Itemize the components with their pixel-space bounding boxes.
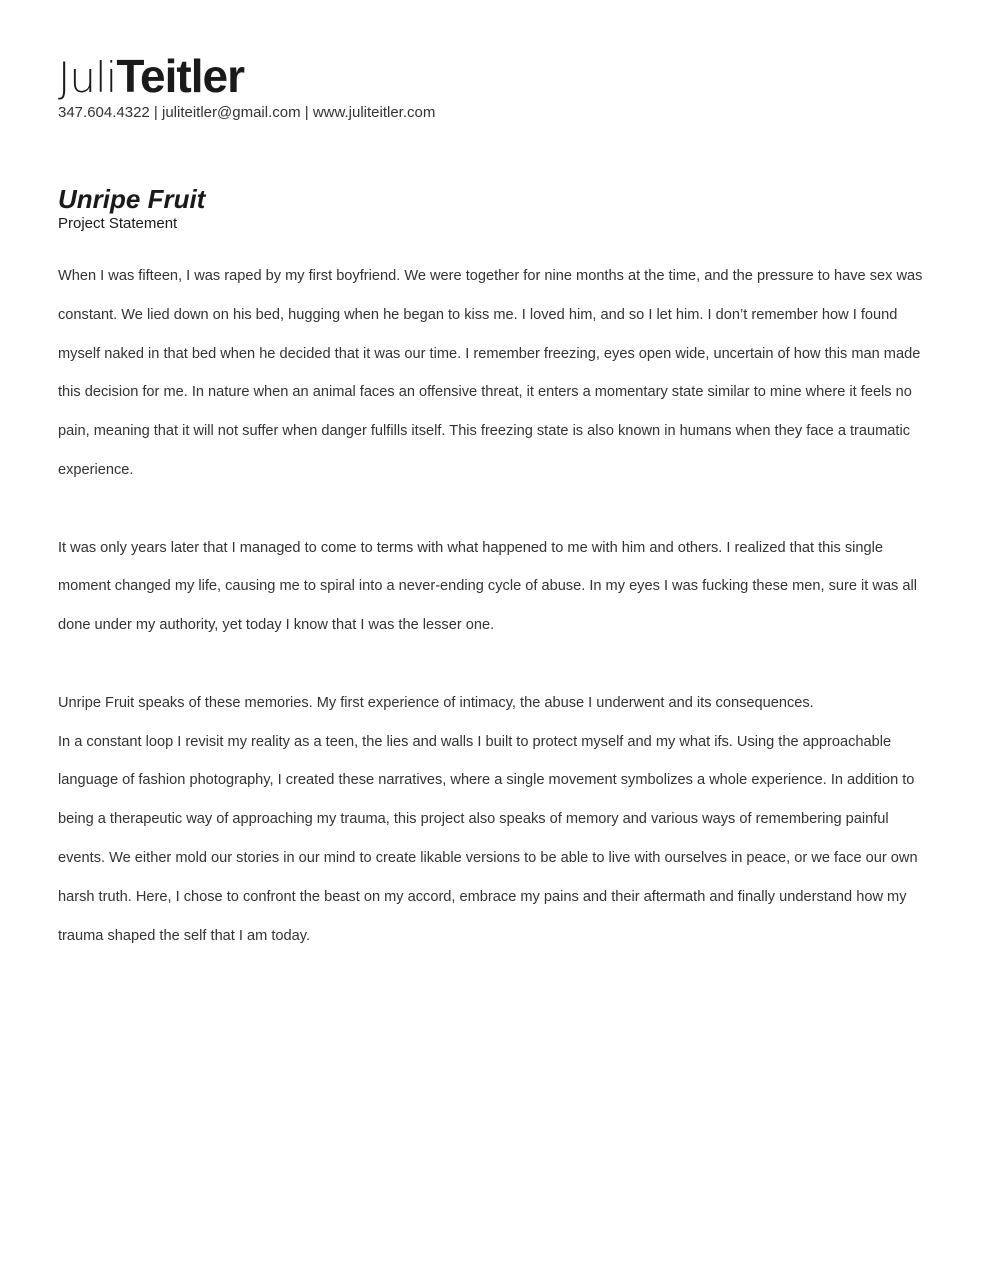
statement-paragraph-2: It was only years later that I managed to come to terms with what happened to me with him and others. I realized that this single moment changed my life, causing me to spiral into a never-ending cycle of abuse. In my eyes I was fucking these men, sure it was all done under my authority, yet today I know that I was the lesser one. (58, 539, 918, 634)
project-subtitle: Project Statement (58, 215, 178, 232)
statement-paragraph-3: Unripe Fruit speaks of these memories. My first experience of intimacy, the abuse I underwent and its consequences. (58, 694, 814, 711)
author-name (58, 50, 938, 104)
statement-paragraph-1: When I was fifteen, I was raped by my first boyfriend. We were together for nine months at the time, and the pressure to have sex was constant. We lied down on his bed, hugging when he began to kiss me. I loved him, and so I let him. I don’t remember how I found myself naked in that bed when he decided that it was our time. I remember freezing, eyes open wide, uncertain of how this man made this decision for me. In nature when an animal faces an offensive threat, it enters a momentary state similar to mine where it feels no pain, meaning that it will not suffer when danger fulfills itself. This freezing state is also known in humans when they face a traumatic experience. (58, 268, 923, 478)
statement-paragraph-4: In a constant loop I revisit my reality as a teen, the lies and walls I built to protect myself and my what ifs. Using the approachable language of fashion photography, I created these narratives, where a single movement symbolizes a whole experience. In addition to being a therapeutic way of approaching my trauma, this project also speaks of memory and various ways of remembering painful events. We either mold our stories in our mind to create likable versions to be able to live with ourselves in peace, or we face our own harsh truth. Here, I chose to confront the beast on my accord, embrace my pains and their aftermath and finally understand how my trauma shaped the self that I am today. (58, 733, 918, 944)
project-title: Unripe Fruit (58, 184, 206, 214)
author-first-name: Juli (58, 53, 117, 102)
resume-header (58, 50, 938, 122)
author-last-name: Teitler (116, 50, 244, 102)
statement-body (58, 257, 938, 955)
contact-line: 347.604.4322 | juliteitler@gmail.com | www.juliteitler.com (58, 104, 436, 121)
